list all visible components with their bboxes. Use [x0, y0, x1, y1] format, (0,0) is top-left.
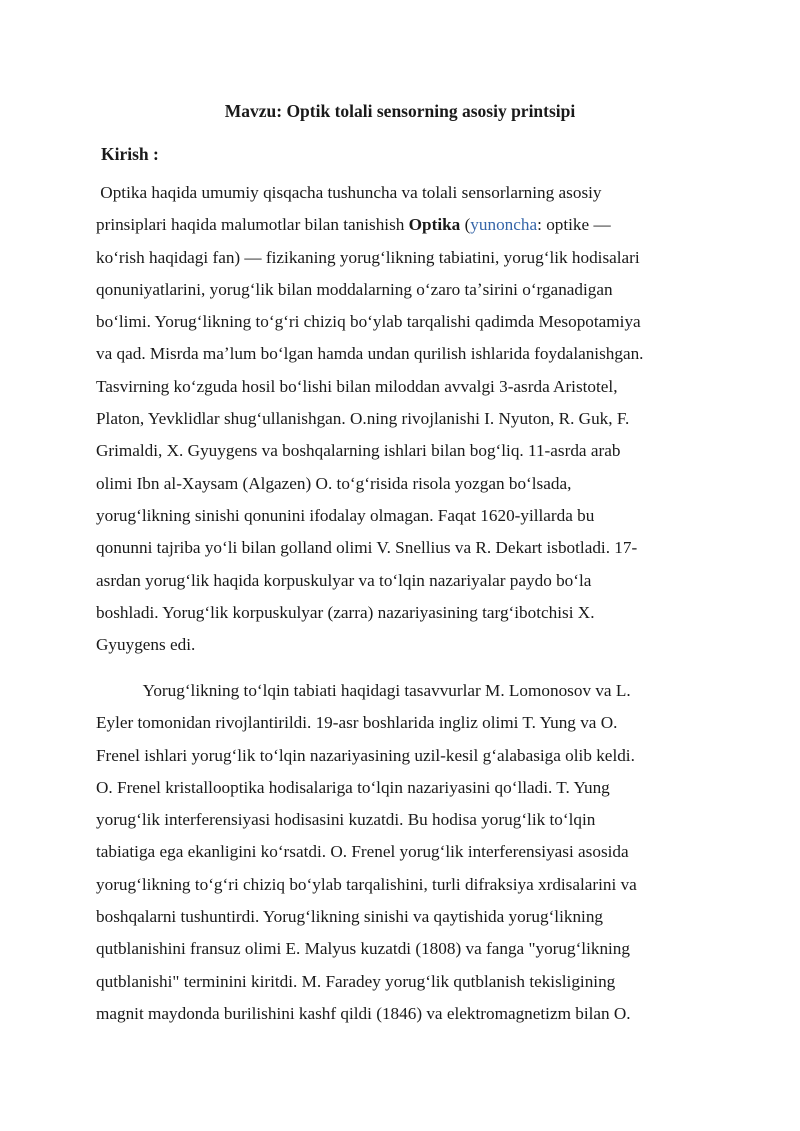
text-fragment: (: [460, 215, 471, 235]
text-line: qutblanishi" terminini kiritdi. M. Faradey yorugʻlik qutblanish tekisligining: [96, 971, 616, 991]
text-line: O. Frenel kristallooptika hodisalariga toʻlqin nazariyasini qoʻlladi. T. Yung: [96, 777, 610, 797]
yunoncha-link[interactable]: yunoncha: [470, 215, 538, 235]
text-line: Platon, Yevklidlar shugʻullanishgan. O.ning rivojlanishi I. Nyuton, R. Guk, F.: [96, 409, 630, 429]
text-line: magnit maydonda burilishini kashf qildi (1846) va elektromagnetizm bilan O.: [96, 1003, 631, 1023]
text-line: Frenel ishlari yorugʻlik toʻlqin nazariyasining uzil-kesil gʻalabasiga olib keldi.: [96, 745, 635, 765]
text-line: boshladi. Yorugʻlik korpuskulyar (zarra) nazariyasining targʻibotchisi X.: [96, 602, 595, 622]
text-line: yorugʻlik interferensiyasi hodisasini kuzatdi. Bu hodisa yorugʻlik toʻlqin: [96, 810, 596, 830]
text-fragment: : optike —: [537, 215, 611, 235]
text-line: asrdan yorugʻlik haqida korpuskulyar va toʻlqin nazariyalar paydo boʻla: [96, 570, 592, 590]
text-line: yorugʻlikning sinishi qonunini ifodalay olmagan. Faqat 1620-yillarda bu: [96, 505, 595, 525]
text-line: boshqalarni tushuntirdi. Yorugʻlikning sinishi va qaytishida yorugʻlikning: [96, 907, 604, 927]
text-line: va qad. Misrda maʼlum boʻlgan hamda undan qurilish ishlarida foydalanishgan.: [96, 344, 644, 364]
page-title: Mavzu: Optik tolali sensorning asosiy printsipi: [224, 101, 576, 121]
text-line: tabiatiga ega ekanligini koʻrsatdi. O. Frenel yorugʻlik interferensiyasi asosida: [96, 842, 629, 862]
text-line: [96, 209, 716, 241]
text-line: Grimaldi, X. Gyuygens va boshqalarning ishlari bilan bogʻliq. 11-asrda arab: [96, 441, 621, 461]
text-line: qutblanishini fransuz olimi E. Malyus kuzatdi (1808) va fanga "yorugʻlikning: [96, 939, 630, 959]
text-line: olimi Ibn al-Xaysam (Algazen) O. toʻgʻrisida risola yozgan boʻlsada,: [96, 473, 572, 493]
text-line: Gyuygens edi.: [96, 635, 196, 655]
text-line: koʻrish haqidagi fan) — fizikaning yorugʻlikning tabiatini, yorugʻlik hodisalari: [96, 247, 640, 267]
paragraph-2: [96, 675, 716, 1030]
text-line: qonunni tajriba yoʻli bilan golland olimi V. Snellius va R. Dekart isbotladi. 17-: [96, 538, 638, 558]
text-line: Yorugʻlikning toʻlqin tabiati haqidagi tasavvurlar M. Lomonosov va L.: [96, 681, 631, 700]
text-line: yorugʻlikning toʻgʻri chiziq boʻylab tarqalishini, turli difraksiya xrdisalarini va: [96, 874, 637, 894]
text-line: boʻlimi. Yorugʻlikning toʻgʻri chiziq boʻylab tarqalishi qadimda Mesopotamiya: [96, 312, 641, 332]
paragraph-1: [96, 177, 716, 661]
text-line: Optika haqida umumiy qisqacha tushuncha va tolali sensorlarning asosiy: [96, 183, 602, 202]
bold-term: Optika: [408, 215, 461, 235]
section-heading: Kirish :: [101, 144, 159, 164]
text-line: qonuniyatlarini, yorugʻlik bilan moddalarning oʻzaro taʼsirini oʻrganadigan: [96, 279, 613, 299]
text-line: Tasvirning koʻzguda hosil boʻlishi bilan miloddan avvalgi 3-asrda Aristotel,: [96, 376, 618, 396]
text-fragment: prinsiplari haqida malumotlar bilan tanishish: [96, 215, 409, 235]
text-line: Eyler tomonidan rivojlantirildi. 19-asr boshlarida ingliz olimi T. Yung va O.: [96, 713, 618, 733]
